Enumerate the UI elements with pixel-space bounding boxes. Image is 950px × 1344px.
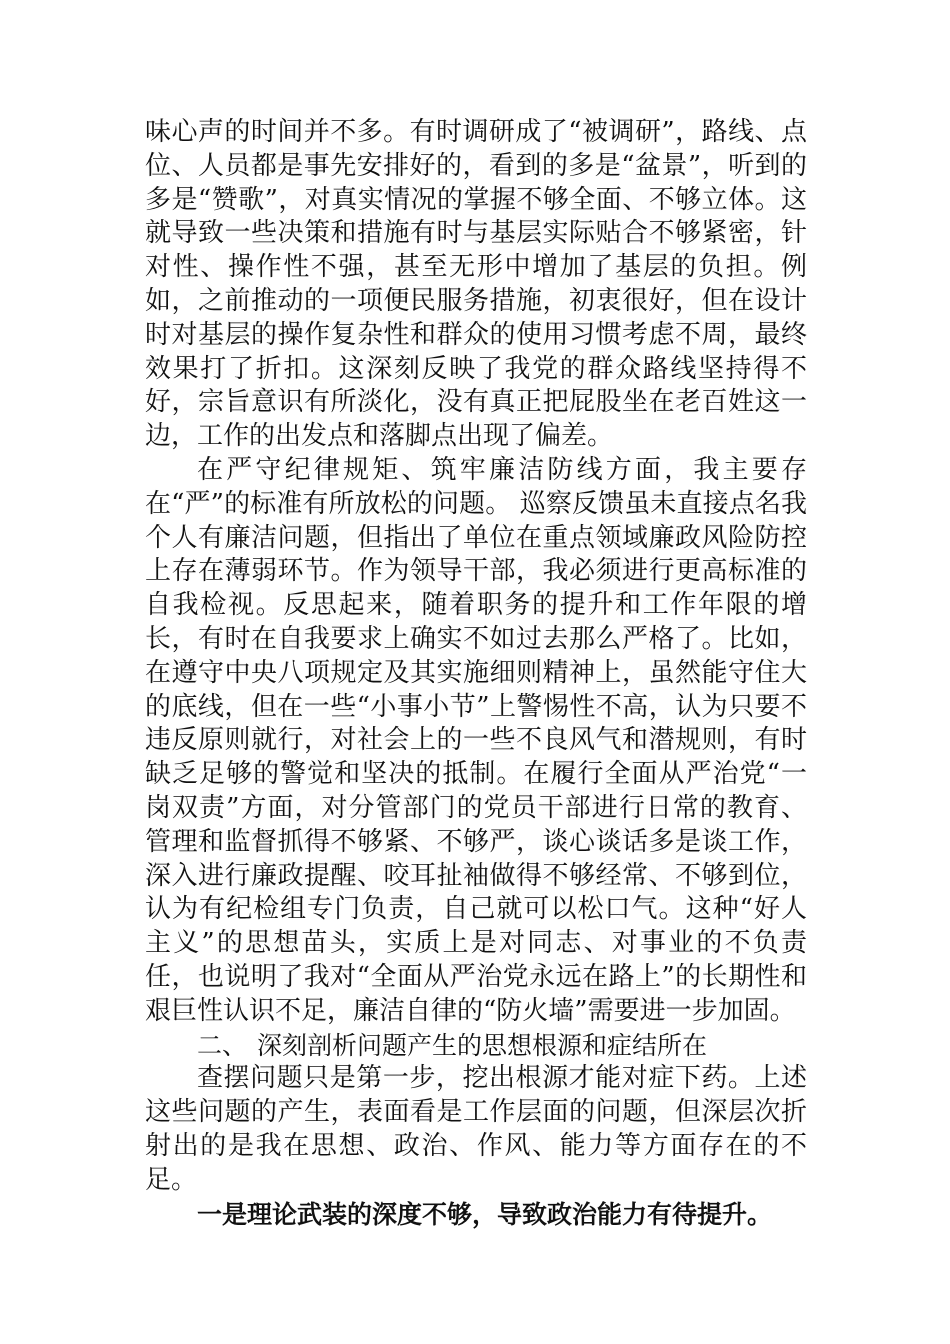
section-heading-text: 深刻剖析问题产生的思想根源和症结所在 <box>257 1030 708 1060</box>
section-heading <box>145 1029 807 1063</box>
bold-point-one: 一是理论武装的深度不够，导致政治能力有待提升。 <box>197 1199 773 1229</box>
paragraph-continuation: 味心声的时间并不多。有时调研成了“被调研”，路线、点位、人员都是事先安排好的，看到的多是“盆景”，听到的多是“赞歌”，对真实情况的掌握不够全面、不够立体。这就导致一些决策和措施有时与基层实际贴合不够紧密，针对性、操作性不强，甚至无形中增加了基层的负担。例如，之前推动的一项便民服务措施，初衷很好，但在设计时对基层的操作复杂性和群众的使用习惯考虑不周，最终效果打了折扣。这深刻反映了我党的群众路线坚持得不好，宗旨意识有所淡化，没有真正把屁股坐在老百姓这一边，工作的出发点和落脚点出现了偏差。 <box>145 117 807 452</box>
paragraph-discipline: 在严守纪律规矩、筑牢廉洁防线方面，我主要存在“严”的标准有所放松的问题。 巡察反馈虽未直接点名我个人有廉洁问题，但指出了单位在重点领域廉政风险防控上存在薄弱环节。作为领导干部，我必须进行更高标准的自我检视。反思起来，随着职务的提升和工作年限的增长，有时在自我要求上确实不如过去那么严格了。比如，在遵守中央八项规定及其实施细则精神上，虽然能守住大的底线，但在一些“小事小节”上警惕性不高，认为只要不违反原则就行，对社会上的一些不良风气和潜规则，有时缺乏足够的警觉和坚决的抵制。在履行全面从严治党“一岗双责”方面，对分管部门的党员干部进行日常的教育、管理和监督抓得不够紧、不够严，谈心谈话多是谈工作，深入进行廉政提醒、咬耳扯袖做得不够经常、不够到位，认为有纪检组专门负责，自己就可以松口气。这种“好人主义”的思想苗头，实质上是对同志、对事业的不负责任，也说明了我对“全面从严治党永远在路上”的长期性和艰巨性认识不足，廉洁自律的“防火墙”需要进一步加固。 <box>145 454 807 1026</box>
paragraph-root-cause-intro: 查摆问题只是第一步，挖出根源才能对症下药。上述这些问题的产生，表面看是工作层面的问题，但深层次折射出的是我在思想、政治、作风、能力等方面存在的不足。 <box>145 1063 807 1195</box>
section-heading-number: 二、 <box>197 1030 248 1060</box>
document-body <box>145 116 807 1231</box>
